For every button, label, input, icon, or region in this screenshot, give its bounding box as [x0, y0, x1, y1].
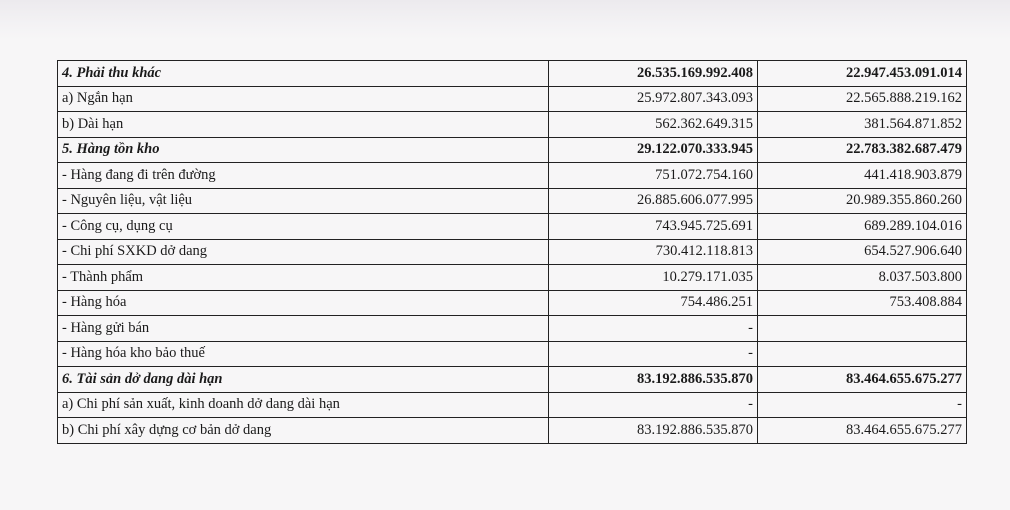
table-body — [58, 61, 967, 444]
value-col2 — [758, 341, 967, 367]
row-label: - Hàng hóa kho bảo thuế — [58, 341, 549, 367]
value-col2: 22.783.382.687.479 — [758, 137, 967, 163]
value-col2: 654.527.906.640 — [758, 239, 967, 265]
value-col1: 743.945.725.691 — [549, 214, 758, 240]
table-row — [58, 239, 967, 265]
value-col2: 83.464.655.675.277 — [758, 418, 967, 444]
table-row — [58, 61, 967, 87]
value-col2: 22.565.888.219.162 — [758, 86, 967, 112]
value-col1: 26.535.169.992.408 — [549, 61, 758, 87]
value-col2: 22.947.453.091.014 — [758, 61, 967, 87]
row-label: a) Ngắn hạn — [58, 86, 549, 112]
table-row — [58, 418, 967, 444]
value-col1: - — [549, 341, 758, 367]
value-col1: 25.972.807.343.093 — [549, 86, 758, 112]
row-label: b) Dài hạn — [58, 112, 549, 138]
value-col2: 83.464.655.675.277 — [758, 367, 967, 393]
table-row — [58, 341, 967, 367]
table-row — [58, 86, 967, 112]
row-label: b) Chi phí xây dựng cơ bản dở dang — [58, 418, 549, 444]
row-label: - Thành phẩm — [58, 265, 549, 291]
row-label: - Hàng gửi bán — [58, 316, 549, 342]
scan-shadow — [0, 0, 1010, 40]
row-label: - Công cụ, dụng cụ — [58, 214, 549, 240]
value-col2: 20.989.355.860.260 — [758, 188, 967, 214]
value-col1: 754.486.251 — [549, 290, 758, 316]
row-label: - Chi phí SXKD dở dang — [58, 239, 549, 265]
row-label: 5. Hàng tồn kho — [58, 137, 549, 163]
table-row — [58, 392, 967, 418]
value-col1: 562.362.649.315 — [549, 112, 758, 138]
row-label: - Nguyên liệu, vật liệu — [58, 188, 549, 214]
table-row — [58, 367, 967, 393]
value-col1: 10.279.171.035 — [549, 265, 758, 291]
table-row — [58, 214, 967, 240]
value-col1: 29.122.070.333.945 — [549, 137, 758, 163]
value-col2: 381.564.871.852 — [758, 112, 967, 138]
value-col2: - — [758, 392, 967, 418]
value-col2: 441.418.903.879 — [758, 163, 967, 189]
table-row — [58, 188, 967, 214]
value-col2 — [758, 316, 967, 342]
table-row — [58, 112, 967, 138]
row-label: - Hàng đang đi trên đường — [58, 163, 549, 189]
value-col2: 753.408.884 — [758, 290, 967, 316]
value-col1: 751.072.754.160 — [549, 163, 758, 189]
value-col1: 730.412.118.813 — [549, 239, 758, 265]
table-row — [58, 163, 967, 189]
value-col1: 83.192.886.535.870 — [549, 418, 758, 444]
row-label: a) Chi phí sản xuất, kinh doanh dở dang dài hạn — [58, 392, 549, 418]
table-row — [58, 137, 967, 163]
row-label: 6. Tài sản dở dang dài hạn — [58, 367, 549, 393]
value-col1: 26.885.606.077.995 — [549, 188, 758, 214]
row-label: - Hàng hóa — [58, 290, 549, 316]
row-label: 4. Phải thu khác — [58, 61, 549, 87]
financial-table — [57, 60, 967, 444]
value-col2: 8.037.503.800 — [758, 265, 967, 291]
value-col1: - — [549, 316, 758, 342]
table-row — [58, 265, 967, 291]
value-col1: 83.192.886.535.870 — [549, 367, 758, 393]
table-row — [58, 290, 967, 316]
value-col1: - — [549, 392, 758, 418]
table-row — [58, 316, 967, 342]
value-col2: 689.289.104.016 — [758, 214, 967, 240]
